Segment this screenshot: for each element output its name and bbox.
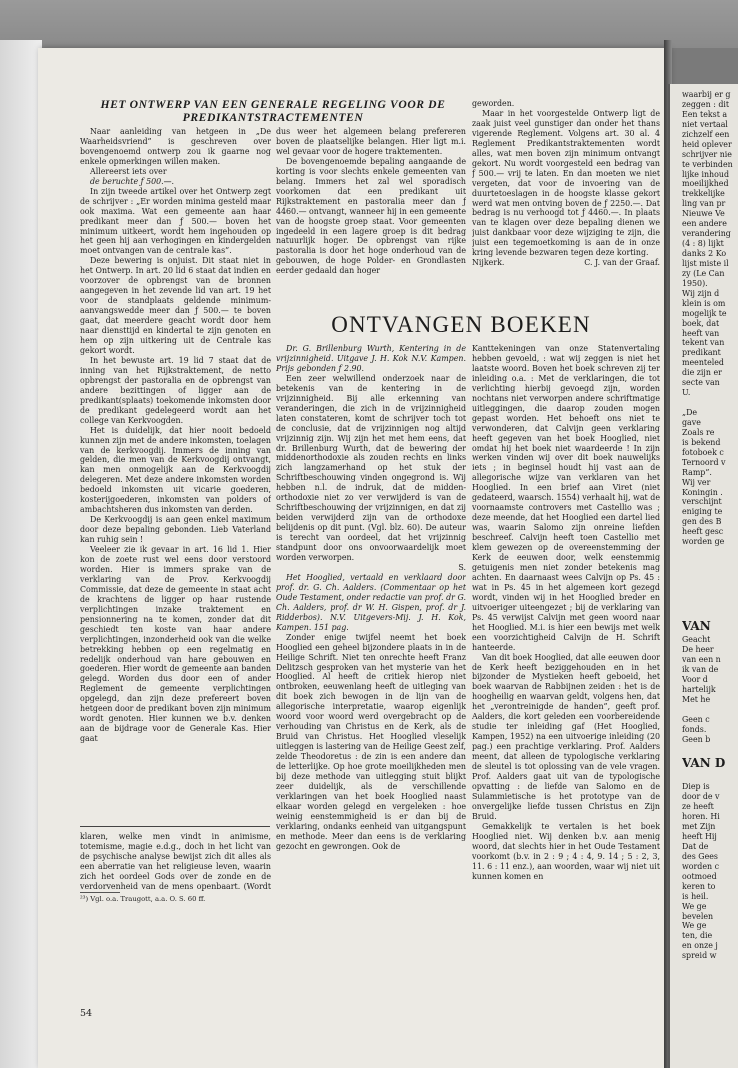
- next-page-line: meenteled: [682, 358, 724, 368]
- next-page-line: niet vertaal: [682, 119, 728, 129]
- book-review: Een zeer welwillend onderzoek naar de betekenis van de kentering in de vrijzinnigheid. Bij alle erkenning van veranderingen, die zich in de vrijzinnigheid laten constateren, komt de schrijver toch tot de conclusie, dat de vrijzinnigen nog altijd vrijzinnig zijn. Wij zijn het met hem eens, dat dr. Brillenburg Wurth, dat de bewering der middenorthodoxie als zouden rechts en links zich langzamerhand op het stuk der Schriftbeschouwing vinden ongegrond is. Wij hebben n.l. de indruk, dat de midden-orthodoxie niet zo ver verwijderd is van de Schriftbeschouwing der vrijzinnigen, en dat zij beiden verwijderd zijn van de orthodoxe belijdenis op dit punt. (Vgl. blz. 60). De auteur is terecht van oordeel, dat het vrijzinnig standpunt door ons onvoorwaardelijk moet worden verworpen.: [276, 373, 466, 563]
- next-page-line: die zijn er: [682, 368, 722, 378]
- next-page-line: mogelijk te: [682, 308, 727, 318]
- next-page-line: secte van: [682, 378, 720, 388]
- paragraph: Kanttekeningen van onze Statenvertaling hebben gevoeld, : wat wij zeggen is niet het laatste woord. Boven het boek schreven zij ter inleiding o.a. : Met de verklaringen, die tot verlichting hierbij gevoegd zijn, worden nochtans niet verworpen andere schriftmatige uitleggingen, die daarop zouden mogen gepast worden. Het behoeft ons niet te verwonderen, dat Calvijn geen verklaring heeft gegeven van het boek Hooglied, niet omdat hij het boek niet waardeerde ! In zijn werken vinden wij over dit boek nauwelijks iets ; in beginsel houdt hij vast aan de allegorische wijze van verklaren van het Hooglied. In een brief aan Viret (niet gedateerd, waarsch. 1554) verhaalt hij, wat de voornaamste controvers met Castellio was ; deze meende, dat het Hooglied een dartel lied was, waarin Salomo zijn onreine liefden beschreef. Calvijn heeft toen Castellio met klem gewezen op de overeenstemming der Kerk de eeuwen door, welk eenstemmig getuigenis men niet zonder betekenis mag achten. En daarnaast wees Calvijn op Ps. 45 : wat in Ps. 45 in het algemeen kort gezegd wordt, vinden wij in het Hooglied breder en uitvoeriger uiteengezet ; bij de verklaring van Ps. 45 verwijst Calvijn met geen woord naar het Hooglied. M.i. is hier een bewijs met welk een voorzichtigheid Calvijn de H. Schrift hanteerde.: [472, 344, 660, 652]
- paragraph: Maar in het voorgestelde Ontwerp ligt de zaak juist veel gunstiger dan onder het thans vigerende Reglement. Volgens art. 30 al. 4 Reglement Predikantstraktementen wordt alles, wat men boven zijn minimum ontvangt gekort. Nu wordt voorgesteld een bedrag van ƒ 500.— vrij te laten. En dan moeten we niet vergeten, dat voor de invoering van de duurtetoeslagen in de hoogste klasse gekort werd wat men ontving boven de ƒ 2250.—. Dat bedrag is nu verhoogd tot ƒ 4460.—. In plaats van te klagen over deze bepaling dienen we juist dankbaar voor deze wijziging te zijn, die juist een tegemoetkoming is aan de in onze kring levende bezwaren tegen deze korting.: [472, 108, 660, 258]
- paragraph: Naar aanleiding van hetgeen in „De Waarheidsvriend” is geschreven over bovengenoemd ontwerp zou ik gaarne nog enkele opmerkingen willen maken.: [80, 127, 271, 166]
- next-page-line: [682, 398, 738, 408]
- next-page-line: is heil.: [682, 891, 709, 901]
- next-page-line: Geen b: [682, 734, 711, 744]
- footnote-divider: [80, 892, 120, 893]
- next-page-line: VAN D: [682, 756, 726, 771]
- next-page-line: Zoals re: [682, 427, 715, 437]
- article-title: HET ONTWERP VAN EEN GENERALE REGELING VOOR DE PREDIKANTSTRACTEMENTEN: [100, 98, 446, 124]
- next-page-line: gen des B: [682, 517, 722, 527]
- paragraph: Deze bewering is onjuist. Dit staat niet in het Ontwerp. In art. 20 lid 6 staat dat indien en voorzover de opbrengst van de bronnen aangegeven in het zevende lid van art. 19 het voor de standplaats geldende minimum-aanvangswedde meer dan ƒ 500.— te boven gaat, dat meerdere geacht wordt door hem naar diensttijd en kindertal te zijn genoten en hem op zijn uitkering uit de Centrale kas gekort wordt.: [80, 256, 271, 355]
- next-page-line: Wij zijn d: [682, 288, 720, 298]
- next-page-line: Geen c: [682, 714, 710, 724]
- next-page-line: verandering: [682, 229, 731, 239]
- paragraph: In het bewuste art. 19 lid 7 staat dat de inning van het Rijkstraktement, de netto opbrengst der pastoralia en de opbrengst van andere bezittingen of ligger aan de predikant(splaats) toekomende inkomsten door de predikant gedelegeerd wordt aan het college van Kerkvoogden.: [80, 355, 271, 425]
- next-page-line: Dat de: [682, 841, 709, 851]
- next-page-line: boek, dat: [682, 318, 720, 328]
- books-column-1: [276, 344, 466, 1022]
- review-initial: S.: [458, 562, 466, 572]
- next-page-line: [682, 744, 738, 754]
- book-review: Zonder enige twijfel neemt het boek Hooglied een geheel bijzondere plaats in in de Heilige Schrift. Niet ten onrechte heeft Franz Delitzsch gesproken van het mysterie van het Hooglied. Al heeft de critiek hierop niet ontbroken, eeuwenlang heeft de uitleging van dit boek zich bewogen in de lijn van de allegorische interpretatie, waarop eigenlijk woord voor woord werd overgebracht op de verhouding van Christus en de Kerk, als de Bruid van Christus. Het Hooglied vleselijk uitleggen is lastering van de Heilige Geest zelf, zelde Theodoretus : de zin is een andere dan de letterlijke. Op hoe grote moeilijkheden men bij deze methode van uitlegging stuit blijkt zeer duidelijk, als de verschillende verklaringen van het boek Hooglied naast elkaar worden gelegd en vergeleken : hoe weinig eenstemmigheid is er dan bij de verklaring, ondanks eenheid van uitgangspunt en methode. Meer dan eens is de verklaring gezocht en gewrongen. Ook de: [276, 632, 466, 851]
- next-page-line: zeggen : dit: [682, 99, 730, 109]
- next-page-line: eniging te: [682, 507, 723, 517]
- next-page-line: heeft Hij: [682, 832, 717, 841]
- next-page-line: Voor d: [682, 674, 708, 684]
- books-column-2: [472, 344, 660, 1022]
- next-page-line: schrijver nie: [682, 149, 732, 159]
- next-page-line: fonds.: [682, 724, 707, 734]
- signature-author: C. J. van der Graaf.: [584, 258, 660, 268]
- next-page-line: worden c: [682, 861, 720, 871]
- next-page-line: We ge: [682, 921, 707, 931]
- next-page-line: zy (Le Can: [682, 268, 725, 278]
- paragraph: Allereerst iets over: [90, 166, 167, 176]
- next-page-line: Nieuwe Ve: [682, 209, 725, 219]
- paragraph: Van dit boek Hooglied, dat alle eeuwen door de Kerk heeft beziggehouden en in het bijzonder de Mystieken heeft geboeid, het boek waarvan de Rabbijnen zeiden : het is de hoogheilig en waarvan geldt, volgens hen, dat het „verontreinigde de handen”, geeft prof. Aalders, die kort geleden een voorbereidende studie ter inleiding gaf (Het Hooglied, Kampen, 1952) na een uitvoerige inleiding (20 pag.) een prachtige verklaring. Prof. Aalders meent, dat alleen de typologische verklaring de sleutel is tot oplossing van de vele vragen. Prof. Aalders gaat uit van de typologische opvatting : de liefde van Salomo en de Sulammietische is het prototype van de onvergelijke liefde tussen Christus en Zijn Bruid.: [472, 652, 660, 821]
- next-page-line: heid oplever: [682, 139, 732, 149]
- next-page-line: met Zijn: [682, 822, 716, 832]
- next-page-line: (4 : 8) lijkt: [682, 239, 724, 249]
- signature-row: [472, 258, 660, 268]
- signature-place: Nijkerk.: [472, 258, 505, 268]
- next-page-line: [682, 772, 738, 782]
- column-divider: [80, 826, 270, 827]
- paragraph: Veeleer zie ik gevaar in art. 16 lid 1. Hier kon de zoete rust wel eens door verstoord worden. Hier is immers sprake van de verklaring van de Prov. Kerkvoogdij Commissie, dat deze de gemeente in staat acht de krachtens de ligger op haar rustende verplichtingen inzake traktement en pensionnering na te komen, zonder dat dit geschiedt ten koste van haar andere verplichtingen, inzonderheid ook van die welke betrekking hebben op een regelmatig en redelijk onderhoud van hare gebouwen en goederen. Hier wordt de gemeente aan banden gelegd. Worden dus door een of ander Reglement de gemeente verplichtingen opgelegd, dan zijn deze prefereert boven hetgeen door de predikant boven zijn minimum wordt genoten. Hier kunnen we b.v. denken aan de bijdrage voor de Generale Kas. Hier gaat: [80, 545, 271, 744]
- paragraph: klaren, welke men vindt in animisme, totemisme, magie e.d.g., doch in het licht van de psychische analyse bewijst zich dit alles als een aberratie van het religieuse leven, waarin zich het oordeel Gods over de zonde en de verdorvenheid van de mens openbaart. (Wordt: [80, 832, 271, 891]
- next-page-line: te verbinden: [682, 159, 733, 169]
- next-page-line: verschijnt: [682, 497, 722, 507]
- next-page-line: door de v: [682, 792, 720, 802]
- next-page-column: [682, 90, 738, 961]
- paragraph: Het is duidelijk, dat hier nooit bedoeld kunnen zijn met de andere inkomsten, toelagen van de kerkvoogdij. Immers de inning van gelden, die men van de Kerkvoogdij ontvangt, kan men onmogelijk aan de Kerkvoogdij delegeren. Met deze andere inkomsten worden bedoeld inkomsten uit vicarie goederen, kosterijgoederen, inkomsten van polders of ambachtsheren dus inkomsten van derden.: [80, 425, 271, 515]
- next-page-line: lijst miste il: [682, 258, 729, 268]
- next-page-line: zichzelf een: [682, 129, 730, 139]
- article-column-1: [80, 127, 271, 822]
- paragraph: In zijn tweede artikel over het Ontwerp zegt de schrijver : „Er worden minima gesteld maar ook maxima. Wat een gemeente aan haar predikant meer dan ƒ 500.— boven het minimum uitkeert, wordt hem ingehouden op het geen hij aan verhogingen en kindergelden moet ontvangen van de centrale kas”.: [80, 186, 271, 256]
- next-page-line: danks 2 Ko: [682, 249, 727, 258]
- next-page-line: Ramp”.: [682, 467, 712, 477]
- next-page-line: Koningin .: [682, 487, 723, 497]
- next-page-line: predikant: [682, 348, 721, 358]
- next-page-line: ootmoed: [682, 871, 717, 881]
- paragraph: De Kerkvoogdij is aan geen enkel maximum door deze bepaling gebonden. Lieb Vaterland kan ruhig sein !: [80, 515, 271, 545]
- next-page-line: heeft van: [682, 328, 720, 338]
- next-page-line: een andere: [682, 219, 727, 229]
- next-page-line: Diep is: [682, 782, 710, 792]
- next-page-line: fotoboek c: [682, 447, 724, 457]
- next-page-line: Ternoord v: [682, 457, 726, 467]
- page-number: 54: [80, 1008, 93, 1019]
- next-page-line: worden ge: [682, 537, 725, 547]
- footnote: ²³) Vgl. o.a. Traugott, a.a. O. S. 60 ff.: [80, 895, 206, 903]
- next-page-line: [682, 705, 738, 715]
- next-page-line: tekent van: [682, 338, 725, 348]
- subheading: de beruchte ƒ 500.—.: [90, 176, 175, 186]
- next-page-line: U.: [682, 388, 691, 398]
- next-page-line: waarbij er g: [682, 90, 731, 99]
- next-page-line: We ge: [682, 901, 707, 911]
- next-page-line: spreid w: [682, 951, 717, 961]
- next-page-line: heeft gesc: [682, 527, 724, 537]
- scanner-background-left: [0, 40, 42, 1068]
- next-page-line: VAN: [682, 619, 711, 634]
- next-page-line: ten, die: [682, 931, 713, 941]
- paragraph: geworden.: [472, 99, 515, 108]
- next-page-line: ze heeft: [682, 802, 714, 812]
- next-page-line: „De: [682, 408, 698, 417]
- next-page-line: des Gees: [682, 851, 718, 861]
- paragraph: Gemakkelijk te vertalen is het boek Hooglied niet. Wij denken b.v. aan menig woord, dat slechts hier in het Oude Testament voorkomt (b.v. in 2 : 9 ; 4 : 4, 9. 14 ; 5 : 2, 3, 11. 6 : 11 enz.), aan woorden, waar wij niet uit kunnen komen en: [472, 821, 660, 881]
- next-page-line: De heer: [682, 645, 714, 655]
- article-column-2: [276, 127, 466, 305]
- next-page-line: keren to: [682, 881, 716, 891]
- paragraph: dus weer het algemeen belang prefereren boven de plaatselijke belangen. Hier ligt m.i. wel gevaar voor de hogere traktementen.: [276, 127, 466, 156]
- continued-column: [80, 832, 271, 892]
- book-citation: Het Hooglied, vertaald en verklaard door prof. dr. G. Ch. Aalders. (Commentaar op het Oude Testament, onder redactie van prof. dr G. Ch. Aalders, prof. dr W. H. Gispen, prof. dr J. Ridderbos). N.V. Uitgevers-Mij. J. H. Kok, Kampen. 151 pag.: [276, 572, 466, 632]
- next-page-line: 1950).: [682, 278, 708, 288]
- next-page-line: Wij ver: [682, 477, 711, 487]
- next-page-line: Een tekst a: [682, 109, 728, 119]
- next-page-line: bevelen: [682, 911, 714, 921]
- next-page-line: gave: [682, 417, 701, 427]
- next-page-line: trekkelijke: [682, 189, 725, 199]
- next-page-line: hartelijk: [682, 684, 716, 694]
- next-page-line: Met he: [682, 694, 711, 704]
- section-title-books: ONTVANGEN BOEKEN: [331, 312, 591, 337]
- spacer: [682, 547, 738, 617]
- next-page-line: horen. Hi: [682, 812, 720, 822]
- next-page-line: is bekend: [682, 437, 721, 447]
- next-page-line: lijke inhoud: [682, 169, 730, 179]
- book-citation: Dr. G. Brillenburg Wurth, Kentering in de vrijzinnigheid. Uitgave J. H. Kok N.V. Kampen. Prijs gebonden ƒ 2.90.: [276, 344, 466, 373]
- next-page-line: Geacht: [682, 635, 711, 645]
- next-page-line: klein is om: [682, 298, 726, 308]
- next-page-line: ik van de: [682, 664, 719, 674]
- next-page-line: van een n: [682, 655, 721, 664]
- next-page-line: moeilijkhed: [682, 179, 729, 189]
- next-page-line: en onze j: [682, 941, 718, 951]
- scanner-background-top: [0, 0, 738, 48]
- paragraph: De bovengenoemde bepaling aangaande de korting is voor slechts enkele gemeenten van belang. Immers het zal wel sporadisch voorkomen dat een predikant uit Rijkstraktement en pastoralia meer dan ƒ 4460.— ontvangt, wanneer hij in een gemeente van de hoogste groep staat. Voor gemeenten ingedeeld in een lagere groep is dit bedrag natuurlijk hoger. De opbrengst van rijke pastoralia is door het hoge onderhoud van de gebouwen, de hoge Polder- en Grondlasten eerder gedaald dan hoger: [276, 156, 466, 276]
- next-page-line: ling van pr: [682, 199, 726, 209]
- article-column-3: [472, 99, 660, 311]
